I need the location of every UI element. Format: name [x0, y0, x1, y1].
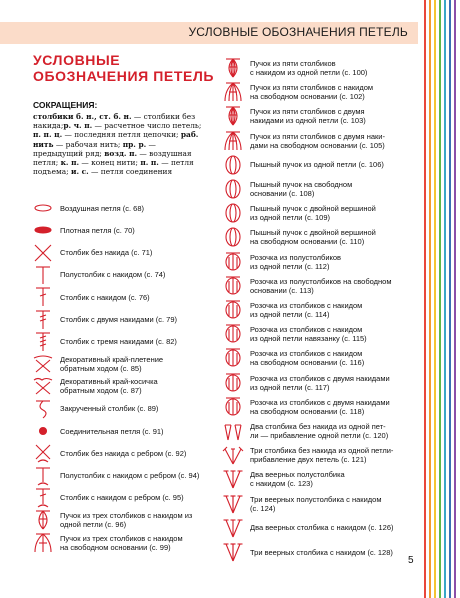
abbr-term: и. с. — [71, 167, 89, 177]
symbol-row — [32, 243, 152, 263]
symbol-label: Столбик с накидом с ребром (с. 95) — [60, 493, 184, 503]
cluster-5-free-base-icon — [222, 82, 244, 102]
symbol-label: Соединительная петля (с. 91) — [60, 426, 164, 436]
symbol-row — [222, 155, 384, 175]
symbol-label: Столбик с накидом (с. 76) — [60, 292, 150, 302]
symbol-row — [222, 82, 373, 102]
symbol-row — [222, 131, 385, 151]
inc-3-sc-icon — [222, 445, 244, 465]
popcorn-hdc-free-icon — [222, 276, 244, 296]
fan-2-dc-icon — [222, 518, 244, 538]
symbol-label: Розочка из столбиков с накидом из одной петли навязанку (с. 115) — [250, 325, 367, 344]
abbr-term: р. ч. п. — [63, 121, 93, 131]
symbol-label: Пучок из пяти столбиков с накидом на свободном основании (с. 102) — [250, 83, 374, 102]
triple-treble-icon — [32, 332, 54, 352]
symbol-label: Розочка из полустолбиков на свободном основании (с. 113) — [250, 276, 392, 295]
cluster-5-dtr-icon — [222, 106, 244, 126]
symbol-label: Пышный пучок на свободном основании (с. 108) — [250, 180, 353, 198]
symbol-row — [32, 421, 164, 441]
symbol-label: Полустолбик с накидом (с. 74) — [60, 270, 166, 280]
symbol-row — [222, 445, 393, 465]
symbol-label: Воздушная петля (с. 68) — [60, 203, 144, 213]
abbr-term: п. п. ц. — [33, 130, 63, 140]
header-band — [0, 22, 418, 44]
header-title: УСЛОВНЫЕ ОБОЗНАЧЕНИЯ ПЕТЕЛЬ — [188, 25, 408, 39]
half-double-icon — [32, 265, 54, 285]
symbol-row — [32, 265, 165, 285]
page-number: 5 — [408, 555, 414, 566]
symbol-row — [222, 300, 362, 320]
fan-2-hdc-icon — [222, 469, 244, 489]
symbol-row — [222, 179, 352, 199]
cluster-5-one-loop-icon — [222, 58, 244, 78]
popcorn-dc-tied-icon — [222, 324, 244, 344]
symbol-label: Закрученный столбик (с. 89) — [60, 404, 159, 414]
symbol-row — [222, 494, 381, 514]
symbol-label: Пучок из трех столбиков с накидом из одной петли (с. 96) — [60, 511, 193, 530]
symbol-row — [222, 324, 367, 344]
symbol-label: Пучок из пяти столбиков с двумя наки- дами на свободном основании (с. 105) — [250, 131, 385, 150]
symbol-label: Пучок из пяти столбиков с накидом из одной петли (с. 100) — [250, 59, 368, 77]
puff-double-top-icon — [222, 203, 244, 223]
single-crochet-icon — [32, 243, 54, 263]
page-title: УСЛОВНЫЕ ОБОЗНАЧЕНИЯ ПЕТЕЛЬ — [33, 52, 215, 84]
symbol-label: Столбик с двумя накидами (с. 79) — [60, 315, 178, 324]
abbr-definition: — воздушная петля; — [33, 148, 192, 168]
fan-3-dc-icon — [222, 542, 244, 562]
symbol-row — [32, 443, 186, 463]
symbol-label: Пышный пучок с двойной вершиной из одной петли (с. 109) — [250, 204, 376, 223]
symbol-label: Декоративный край-косичка обратным ходом (с. 87) — [60, 377, 158, 396]
symbol-row — [222, 397, 390, 417]
symbol-row — [222, 542, 393, 562]
rib-dc-icon — [32, 488, 54, 508]
symbol-label: Столбик без накида с ребром (с. 92) — [60, 448, 187, 458]
symbol-row — [32, 310, 177, 330]
symbol-label: Пучок из трех столбиков с накидом на свободном основании (с. 99) — [60, 533, 183, 552]
symbol-row — [222, 469, 345, 489]
abbr-definition: — последняя петля цепочки; — [62, 130, 181, 140]
symbol-label: Два веерных полустолбика с накидом (с. 123) — [250, 470, 345, 489]
symbol-row — [32, 376, 158, 396]
abbr-term: возд. п. — [104, 148, 138, 158]
chain-stitch-icon — [32, 198, 54, 218]
abbr-term: п. п. — [140, 158, 159, 168]
symbol-label: Пучок из пяти столбиков с двумя накидами из одной петли (с. 103) — [250, 107, 366, 126]
symbol-row — [32, 488, 184, 508]
symbol-row — [32, 354, 163, 374]
symbol-label: Декоративный край-плетение обратным ходом (с. 85) — [60, 355, 164, 374]
symbol-label: Три столбика без накида из одной петли- прибавление двух петель (с. 121) — [250, 446, 394, 465]
symbol-row — [32, 198, 144, 218]
puff-free-icon — [222, 179, 244, 199]
cluster-5-dtr-free-icon — [222, 131, 244, 151]
symbol-row — [32, 220, 135, 240]
popcorn-tr-free-icon — [222, 397, 244, 417]
twisted-post-icon — [32, 399, 54, 419]
symbol-row — [222, 106, 366, 126]
decorative-stripes — [418, 0, 460, 598]
symbol-row — [222, 252, 341, 272]
abbr-definition: — рабочая нить; — [53, 139, 123, 149]
symbol-label: Розочка из столбиков с накидом из одной петли (с. 114) — [250, 301, 363, 319]
symbol-row — [222, 203, 376, 223]
abbr-term: пр. р. — [122, 139, 147, 149]
symbol-label: Розочка из столбиков с двумя накидами на свободном основании (с. 118) — [250, 397, 390, 416]
slip-stitch-icon — [32, 421, 54, 441]
symbol-label: Пышный пучок из одной петли (с. 106) — [250, 160, 384, 170]
abbr-term: к. п. — [60, 158, 80, 168]
rib-hdc-icon — [32, 466, 54, 486]
braid-edge-icon — [32, 376, 54, 396]
popcorn-tr-icon — [222, 373, 244, 393]
abbr-term: столбики б. н., ст. б. н. — [33, 112, 132, 121]
cluster-3-free-base-icon — [32, 533, 54, 553]
symbol-row — [32, 510, 192, 530]
symbol-row — [32, 287, 150, 307]
puff-double-top-free-icon — [222, 227, 244, 247]
symbol-label: Плотная петля (с. 70) — [60, 225, 135, 235]
symbol-label: Розочка из столбиков с двумя накидами из одной петли (с. 117) — [250, 373, 390, 392]
puff-icon — [222, 155, 244, 175]
weave-edge-icon — [32, 354, 54, 374]
fan-3-hdc-icon — [222, 494, 244, 514]
abbr-definition: — конец нити; — [79, 158, 141, 168]
abbr-term: раб. нить — [33, 130, 199, 149]
popcorn-dc-icon — [222, 300, 244, 320]
symbol-row — [222, 373, 390, 393]
symbol-row — [222, 227, 376, 247]
abbreviations-heading: СОКРАЩЕНИЯ: — [33, 100, 98, 110]
treble-crochet-icon — [32, 310, 54, 330]
symbol-label: Розочка из полустолбиков из одной петли (с. 112) — [250, 252, 342, 271]
abbreviations-text — [33, 112, 203, 176]
symbol-label: Розочка из столбиков с накидом на свободном основании (с. 116) — [250, 349, 365, 368]
symbol-row — [32, 332, 177, 352]
symbol-label: Три веерных полустолбика с накидом (с. 124) — [250, 494, 382, 513]
tight-chain-icon — [32, 220, 54, 240]
symbol-label: Два веерных столбика с накидом (с. 126) — [250, 523, 394, 533]
symbol-row — [222, 348, 364, 368]
symbol-row — [32, 466, 199, 486]
abbr-definition: — расчетное число петель; — [92, 121, 202, 131]
symbol-row — [222, 58, 367, 78]
abbr-definition: — столбики без накида; — [33, 112, 196, 131]
inc-2-sc-icon — [222, 421, 244, 441]
symbol-label: Столбик с тремя накидами (с. 82) — [60, 337, 177, 347]
symbol-row — [222, 421, 388, 441]
abbr-definition: — петля соединения — [88, 167, 173, 177]
abbr-definition: — петля подъема; — [33, 158, 194, 177]
popcorn-dc-free-icon — [222, 348, 244, 368]
abbr-definition: — предыдущий ряд; — [33, 139, 156, 158]
rib-sc-icon — [32, 443, 54, 463]
symbol-label: Два столбика без накида из одной пет- ли — прибавление одной петли (с. 120) — [250, 422, 389, 440]
popcorn-hdc-icon — [222, 252, 244, 272]
symbol-label: Три веерных столбика с накидом (с. 128) — [250, 547, 393, 557]
symbol-row — [222, 276, 392, 296]
symbol-label: Столбик без накида (с. 71) — [60, 248, 153, 258]
symbol-row — [222, 518, 394, 538]
symbol-row — [32, 399, 158, 419]
symbol-label: Пышный пучок с двойной вершиной на свободном основании (с. 110) — [250, 228, 376, 247]
double-crochet-icon — [32, 287, 54, 307]
cluster-3-one-loop-icon — [32, 510, 54, 530]
symbol-label: Полустолбик с накидом с ребром (с. 94) — [60, 471, 200, 481]
symbol-row — [32, 533, 183, 553]
